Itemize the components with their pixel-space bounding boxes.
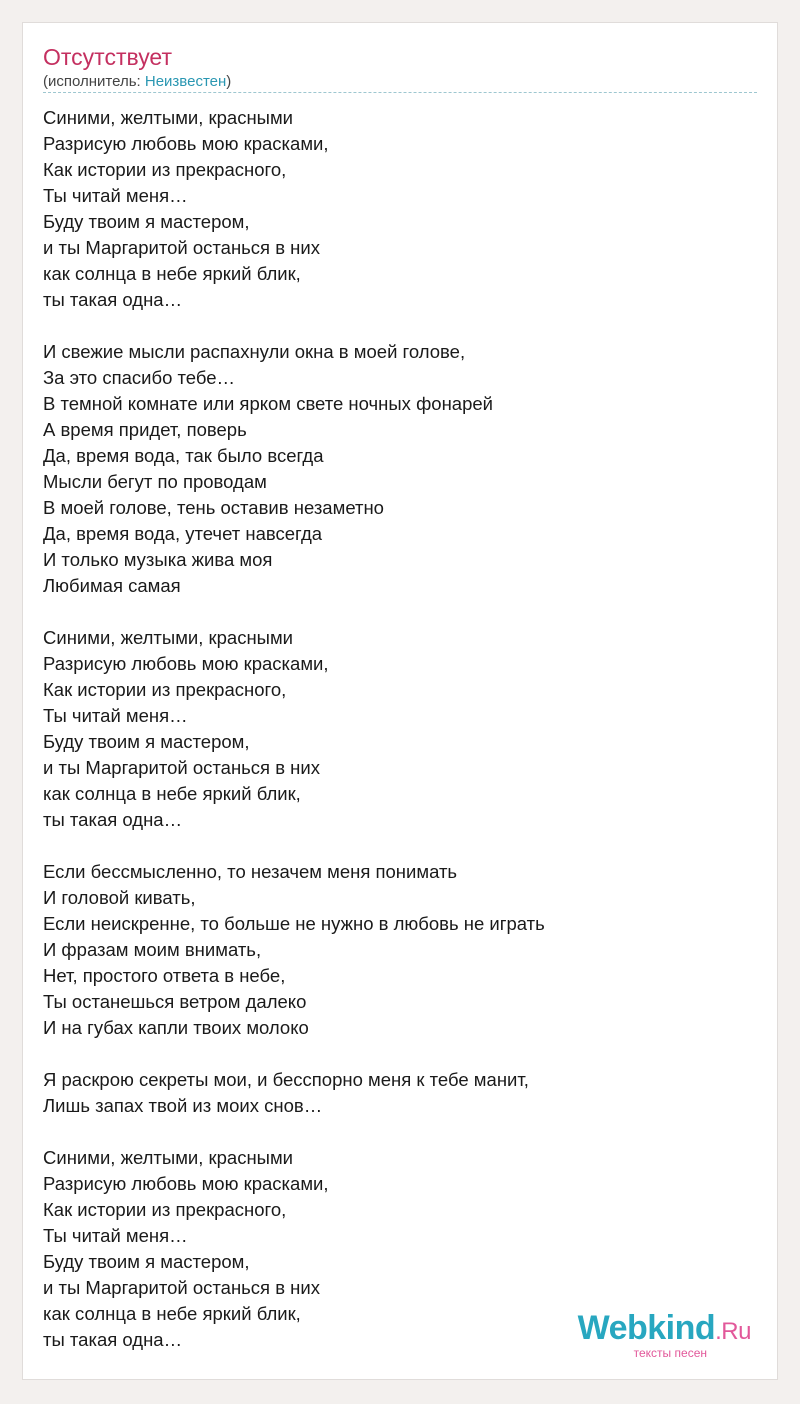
lyrics-line: Я раскрою секреты мои, и бесспорно меня к тебе манит, bbox=[43, 1069, 529, 1090]
lyrics-line: Ты читай меня… bbox=[43, 1225, 188, 1246]
lyrics-line: В темной комнате или ярком свете ночных фонарей bbox=[43, 393, 493, 414]
lyrics-line: Лишь запах твой из моих снов… bbox=[43, 1095, 323, 1116]
lyrics-line: И свежие мысли распахнули окна в моей голове, bbox=[43, 341, 466, 362]
lyrics-line: и ты Маргаритой останься в них bbox=[43, 1277, 320, 1298]
lyrics-line: ты такая одна… bbox=[43, 289, 183, 310]
logo-tagline: тексты песен bbox=[633, 1346, 707, 1360]
logo-name: Webkind bbox=[577, 1309, 716, 1347]
lyrics-line: И только музыка жива моя bbox=[43, 549, 273, 570]
lyrics-line: Как истории из прекрасного, bbox=[43, 1199, 287, 1220]
lyrics-line: Разрисую любовь мою красками, bbox=[43, 653, 329, 674]
lyrics-line: Буду твоим я мастером, bbox=[43, 731, 250, 752]
lyrics-line: как солнца в небе яркий блик, bbox=[43, 783, 301, 804]
lyrics-line: И фразам моим внимать, bbox=[43, 939, 262, 960]
lyrics-line: Разрисую любовь мою красками, bbox=[43, 1173, 329, 1194]
header-divider bbox=[43, 92, 757, 93]
lyrics-line: А время придет, поверь bbox=[43, 419, 247, 440]
lyrics-line: Если неискренне, то больше не нужно в любовь не играть bbox=[43, 913, 545, 934]
song-meta bbox=[43, 73, 231, 91]
artist-link[interactable]: Неизвестен bbox=[144, 73, 227, 90]
lyrics-line: как солнца в небе яркий блик, bbox=[43, 1303, 301, 1324]
lyrics-line: как солнца в небе яркий блик, bbox=[43, 263, 301, 284]
logo-tld: .Ru bbox=[715, 1318, 751, 1345]
lyrics-line: Буду твоим я мастером, bbox=[43, 211, 250, 232]
logo-wordmark bbox=[578, 1311, 751, 1349]
lyrics-line: ты такая одна… bbox=[43, 809, 183, 830]
lyrics-line: Синими, желтыми, красными bbox=[43, 1147, 294, 1168]
lyrics-stanza bbox=[43, 339, 755, 599]
lyrics-line: Как истории из прекрасного, bbox=[43, 679, 287, 700]
lyrics-line: и ты Маргаритой останься в них bbox=[43, 757, 320, 778]
lyrics-line: Мысли бегут по проводам bbox=[43, 471, 267, 492]
lyrics-line: Ты останешься ветром далеко bbox=[43, 991, 307, 1012]
lyrics-text bbox=[43, 105, 755, 1379]
lyrics-line: Разрисую любовь мою красками, bbox=[43, 133, 329, 154]
lyrics-line: Любимая самая bbox=[43, 575, 181, 596]
lyrics-stanza bbox=[43, 625, 755, 833]
lyrics-line: И на губах капли твоих молоко bbox=[43, 1017, 309, 1038]
song-title: Отсутствует bbox=[43, 44, 172, 70]
lyrics-card bbox=[22, 22, 778, 1380]
lyrics-line: Синими, желтыми, красными bbox=[43, 627, 294, 648]
lyrics-line: В моей голове, тень оставив незаметно bbox=[43, 497, 384, 518]
meta-prefix: (исполнитель: bbox=[43, 73, 145, 90]
lyrics-line: Ты читай меня… bbox=[43, 705, 188, 726]
lyrics-line: Если бессмысленно, то незачем меня понимать bbox=[43, 861, 458, 882]
webkind-logo[interactable] bbox=[578, 1311, 751, 1359]
lyrics-line: Нет, простого ответа в небе, bbox=[43, 965, 286, 986]
lyrics-line: За это спасибо тебе… bbox=[43, 367, 236, 388]
lyrics-line: Ты читай меня… bbox=[43, 185, 188, 206]
meta-suffix: ) bbox=[226, 73, 232, 90]
lyrics-stanza bbox=[43, 1067, 755, 1119]
lyrics-line: Да, время вода, утечет навсегда bbox=[43, 523, 323, 544]
lyrics-stanza bbox=[43, 105, 755, 313]
lyrics-line: Синими, желтыми, красными bbox=[43, 107, 294, 128]
lyrics-stanza bbox=[43, 859, 755, 1041]
lyrics-line: Как истории из прекрасного, bbox=[43, 159, 287, 180]
lyrics-line: Да, время вода, так было всегда bbox=[43, 445, 324, 466]
lyrics-line: ты такая одна… bbox=[43, 1329, 183, 1350]
lyrics-line: И головой кивать, bbox=[43, 887, 196, 908]
lyrics-line: Буду твоим я мастером, bbox=[43, 1251, 250, 1272]
lyrics-line: и ты Маргаритой останься в них bbox=[43, 237, 320, 258]
